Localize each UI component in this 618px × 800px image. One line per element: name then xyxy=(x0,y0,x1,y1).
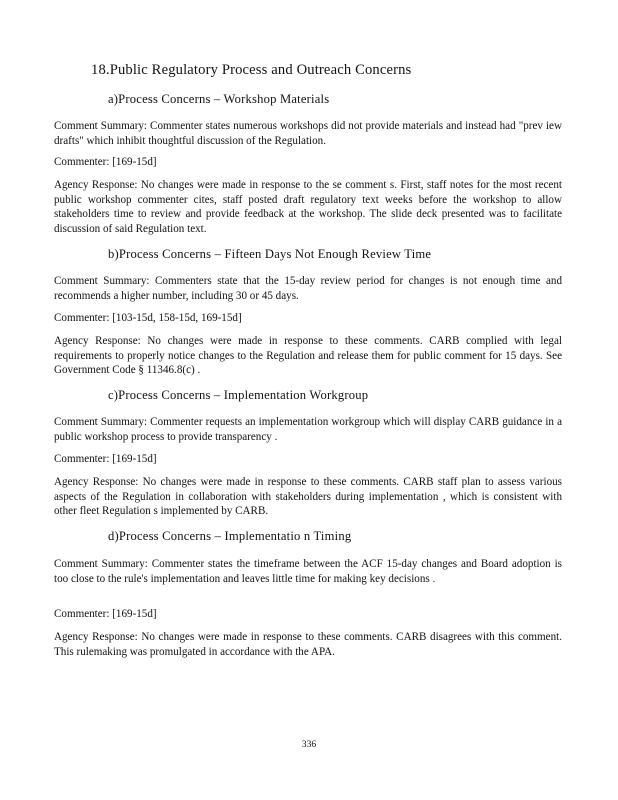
comment-summary: Comment Summary: Commenter requests an implementation workgroup which will display CARB guidance in a public workshop process to provide transparency . xyxy=(54,416,562,443)
subsection-heading: d)Process Concerns – Implementatio n Timing xyxy=(108,529,352,543)
comment-summary: Comment Summary: Commenters state that the 15-day review period for changes is not enough time and recommends a higher number, including 30 or 45 days. xyxy=(54,275,562,302)
agency-response: Agency Response: No changes were made in response to these comments. CARB staff plan to assess various aspects of the Regulation in collaboration with stakeholders during implementation , which is consistent with other fleet Regulation s implemented by CARB. xyxy=(54,476,562,518)
agency-response: Agency Response: No changes were made in response to these comments. CARB disagrees with this comment. This rulemaking was promulgated in accordance with the APA. xyxy=(54,631,562,658)
section-title: 18.Public Regulatory Process and Outreach Concerns xyxy=(91,62,412,78)
commenter: Commenter: [169-15d] xyxy=(54,453,157,465)
page-number: 336 xyxy=(301,740,317,750)
commenter: Commenter: [169-15d] xyxy=(54,156,157,168)
agency-response: Agency Response: No changes were made in response to the se comment s. First, staff notes for the most recent public workshop commenter cites, staff posted draft regulatory text weeks before the workshop to allow stakeholders time to review and provide feedback at the workshop. The slide deck presented was to facilitate discussion of said Regulation text. xyxy=(54,179,562,235)
subsection-heading: a)Process Concerns – Workshop Materials xyxy=(108,92,330,106)
commenter: Commenter: [169-15d] xyxy=(54,608,157,620)
subsection-heading: c)Process Concerns – Implementation Workgroup xyxy=(108,388,369,402)
agency-response: Agency Response: No changes were made in response to these comments. CARB complied with legal requirements to properly notice changes to the Regulation and release them for public comment for 15 days. See Government Code § 11346.8(c) . xyxy=(54,335,562,377)
subsection-heading: b)Process Concerns – Fifteen Days Not Enough Review Time xyxy=(108,247,432,261)
comment-summary: Comment Summary: Commenter states the timeframe between the ACF 15-day changes and Board adoption is too close to the rule's implementation and leaves little time for making key decisions . xyxy=(54,558,562,585)
comment-summary: Comment Summary: Commenter states numerous workshops did not provide materials and instead had "prev iew drafts" which inhibit thoughtful discussion of the Regulation. xyxy=(54,120,562,147)
commenter: Commenter: [103-15d, 158-15d, 169-15d] xyxy=(54,312,242,324)
